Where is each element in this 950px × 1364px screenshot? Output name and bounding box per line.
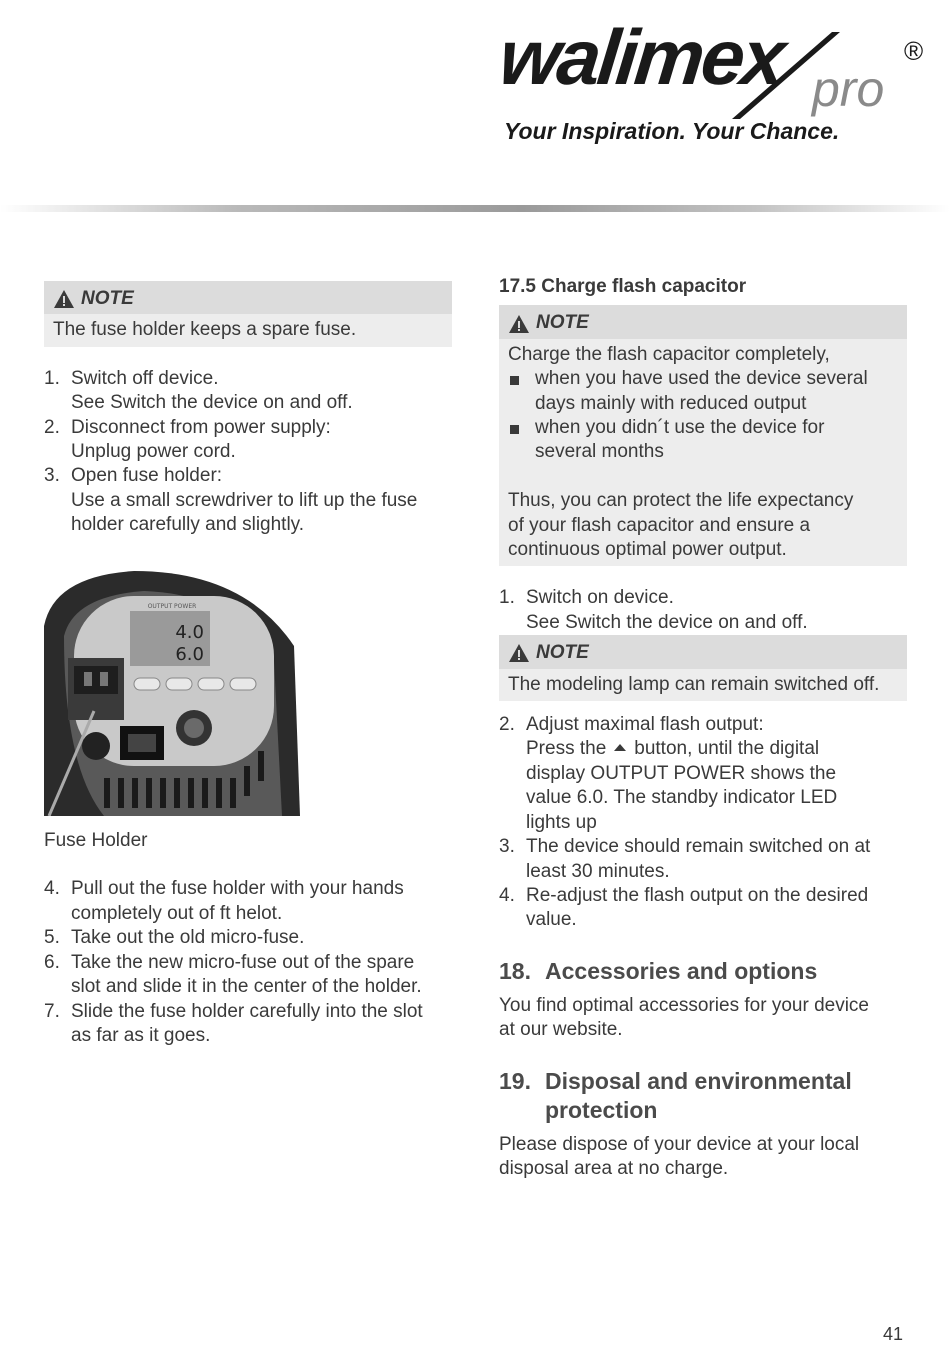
- bullet-text: when you didn´t use the device for: [535, 417, 825, 439]
- paragraph-line: You find optimal accessories for your device: [499, 994, 869, 1016]
- note-label: NOTE: [536, 312, 589, 334]
- section-19-body: [499, 1133, 907, 1182]
- list-item: [44, 464, 452, 537]
- note-text: Thus, you can protect the life expectancy: [508, 490, 854, 512]
- note-bullets: [508, 367, 898, 465]
- note-text: The fuse holder keeps a spare fuse.: [53, 319, 357, 341]
- note-body: [499, 669, 907, 701]
- note-box: [44, 281, 452, 347]
- list-item: [44, 951, 452, 1000]
- step-number: 4.: [44, 878, 60, 900]
- note-body: [44, 314, 452, 346]
- step-text: least 30 minutes.: [526, 860, 670, 882]
- note-label: NOTE: [81, 288, 134, 309]
- list-item: [44, 367, 452, 416]
- note-body: [499, 339, 907, 567]
- note-label: NOTE: [536, 642, 589, 664]
- bullet-text: when you have used the device several: [535, 368, 868, 390]
- step-text: Open fuse holder:: [71, 465, 223, 487]
- section-18-heading: [499, 957, 907, 986]
- step-number: 1.: [499, 587, 515, 609]
- steps-list-b: [44, 877, 452, 1048]
- figure-caption: Fuse Holder: [44, 830, 148, 852]
- tagline: Your Inspiration. Your Chance.: [504, 118, 840, 144]
- list-item: [499, 713, 907, 835]
- step-text: Use a small screwdriver to lift up the fuse: [71, 489, 418, 511]
- steps-list-c: [499, 586, 907, 635]
- fuse-holder-photo: [44, 566, 300, 816]
- steps-list-a: [44, 367, 452, 538]
- left-column: [44, 281, 452, 1048]
- step-text: Pull out the fuse holder with your hands: [71, 878, 404, 900]
- list-item: [508, 367, 898, 416]
- registered-mark: ®: [904, 36, 924, 66]
- step-text: Take out the old micro-fuse.: [71, 927, 305, 949]
- step-text: holder carefully and slightly.: [71, 514, 305, 536]
- section-title: Accessories and options: [545, 957, 818, 984]
- step-text: slot and slide it in the center of the holder.: [71, 976, 422, 998]
- section-number: 19.: [499, 1067, 531, 1094]
- step-text-part: button, until the digital: [634, 738, 820, 760]
- list-item: [44, 926, 452, 950]
- step-number: 7.: [44, 1000, 60, 1022]
- step-text: See Switch the device on and off.: [71, 392, 353, 414]
- arrow-up-icon: [614, 744, 626, 751]
- list-item: [499, 884, 907, 933]
- list-item: [499, 835, 907, 884]
- step-text: display OUTPUT POWER shows the: [526, 762, 837, 784]
- note-header: [499, 305, 907, 338]
- paragraph-line: disposal area at no charge.: [499, 1157, 729, 1179]
- step-text: Re-adjust the flash output on the desired: [526, 884, 869, 906]
- step-text: Adjust maximal flash output:: [526, 714, 764, 736]
- step-text: lights up: [526, 811, 597, 833]
- list-item: [508, 416, 898, 465]
- page-number: 41: [883, 1324, 904, 1344]
- step-text-part: Press the: [526, 738, 607, 760]
- right-column: [499, 275, 907, 1181]
- step-text: Switch off device.: [71, 367, 219, 389]
- note-header: [499, 635, 907, 668]
- lcd-top-value: 4.0: [175, 621, 204, 643]
- logo-suffix: pro: [812, 61, 885, 117]
- steps-list-d: [499, 713, 907, 933]
- step-text: See Switch the device on and off.: [526, 611, 808, 633]
- step-number: 1.: [44, 367, 60, 389]
- list-item: [44, 416, 452, 465]
- section-19-heading: [499, 1067, 907, 1125]
- note-box: [499, 305, 907, 566]
- list-item: [44, 877, 452, 926]
- step-text: Slide the fuse holder carefully into the slot: [71, 1000, 423, 1022]
- warning-icon: [508, 314, 530, 334]
- note-box: [499, 635, 907, 701]
- step-text: The device should remain switched on at: [526, 836, 871, 858]
- note-text: continuous optimal power output.: [508, 539, 787, 561]
- list-item: [499, 586, 907, 635]
- panel-label: OUTPUT POWER: [147, 602, 197, 610]
- section-title: protection: [545, 1096, 658, 1123]
- section-title: Disposal and environmental: [545, 1067, 852, 1094]
- bullet-text: days mainly with reduced output: [535, 392, 807, 414]
- step-number: 3.: [499, 836, 515, 858]
- step-text: Unplug power cord.: [71, 441, 236, 463]
- step-number: 6.: [44, 951, 60, 973]
- lcd-bottom-value: 6.0: [175, 643, 204, 665]
- step-text: value 6.0. The standby indicator LED: [526, 787, 838, 809]
- list-item: [44, 1000, 452, 1049]
- note-text: Charge the flash capacitor completely,: [508, 343, 830, 365]
- paragraph-line: at our website.: [499, 1019, 623, 1041]
- header-divider: [0, 205, 950, 212]
- step-text: value.: [526, 909, 577, 931]
- paragraph-line: Please dispose of your device at your local: [499, 1133, 860, 1155]
- note-text: of your flash capacitor and ensure a: [508, 514, 811, 536]
- step-number: 2.: [499, 714, 515, 736]
- step-text: [526, 737, 907, 761]
- step-text: Disconnect from power supply:: [71, 416, 331, 438]
- step-text: Switch on device.: [526, 587, 674, 609]
- logo-wordmark: walimex: [495, 13, 788, 101]
- section-18-body: [499, 994, 907, 1043]
- section-heading: 17.5 Charge flash capacitor: [499, 276, 747, 297]
- section-number: 18.: [499, 957, 531, 984]
- note-text: The modeling lamp can remain switched off.: [508, 673, 880, 695]
- note-header: [44, 281, 452, 314]
- step-number: 5.: [44, 927, 60, 949]
- step-number: 2.: [44, 416, 60, 438]
- warning-icon: [53, 289, 75, 309]
- step-text: as far as it goes.: [71, 1024, 211, 1046]
- step-text: Take the new micro-fuse out of the spare: [71, 951, 415, 973]
- brand-logo: [495, 13, 940, 158]
- step-number: 4.: [499, 884, 515, 906]
- step-text: completely out of ft helot.: [71, 902, 283, 924]
- warning-icon: [508, 643, 530, 663]
- step-number: 3.: [44, 465, 60, 487]
- bullet-text: several months: [535, 441, 664, 463]
